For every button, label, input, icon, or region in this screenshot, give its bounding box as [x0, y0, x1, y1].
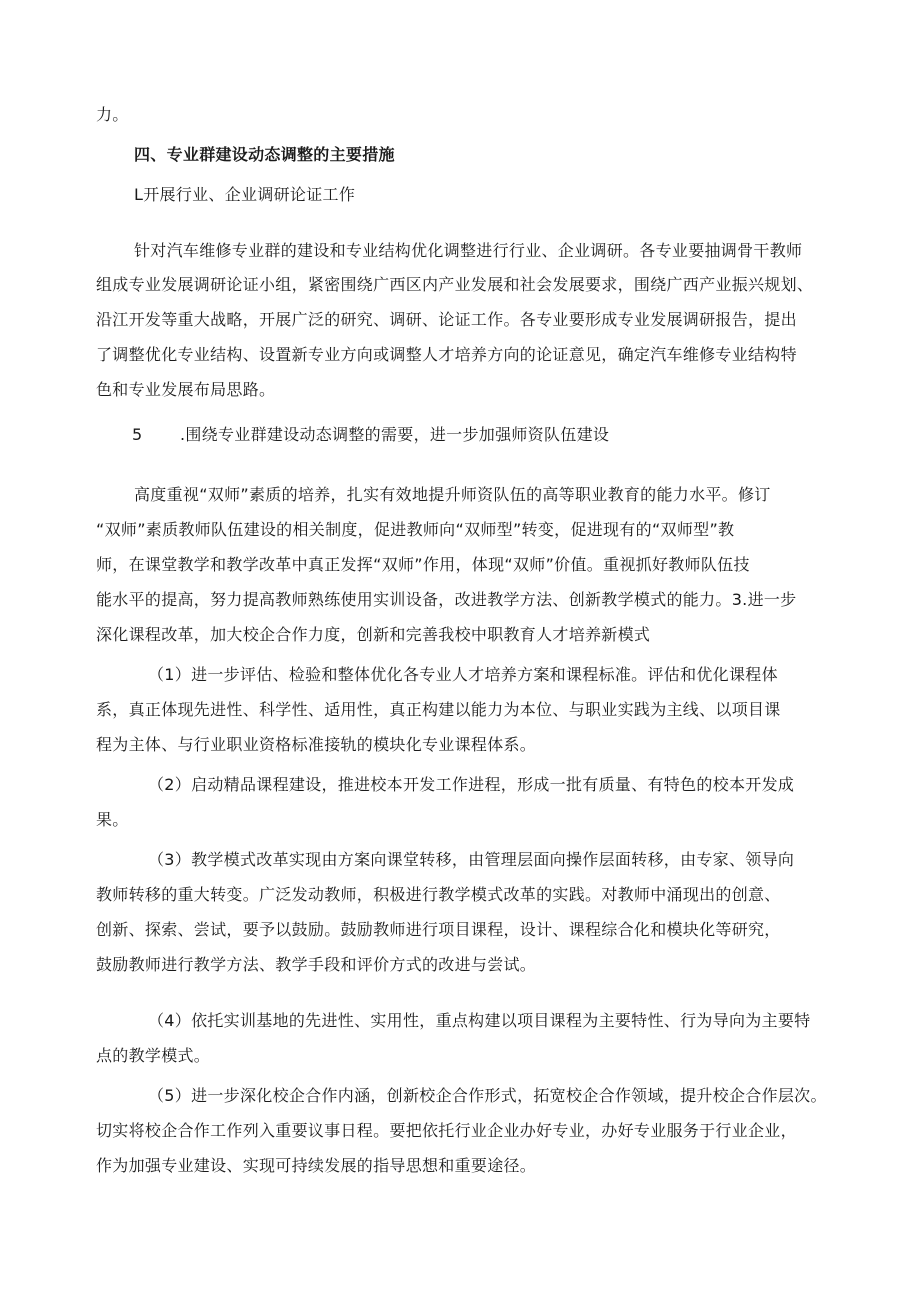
paragraph-line: 沿江开发等重大战略，开展广泛的研究、调研、论证工作。各专业要形成专业发展调研报告，提出: [96, 310, 797, 329]
paragraph-line: 深化课程改革，加大校企合作力度，创新和完善我校中职教育人才培养新模式: [96, 625, 651, 644]
list-item-line: （3）教学模式改革实现由方案向课堂转移，由管理层面向操作层面转移，由专家、领导向: [148, 850, 795, 869]
list-item-line: 鼓励教师进行教学方法、教学手段和评价方式的改进与尝试。: [96, 955, 537, 974]
paragraph-line: 师，在课堂教学和教学改革中真正发挥“双师”作用，体现“双师”价值。重视抓好教师队伍技: [96, 555, 750, 574]
list-item-line: 点的教学模式。: [96, 1046, 211, 1065]
list-item-line: 切实将校企合作工作列入重要议事日程。要把依托行业企业办好专业，办好专业服务于行业企业，: [96, 1121, 797, 1140]
list-item-line: 程为主体、与行业职业资格标准接轨的模块化专业课程体系。: [96, 735, 537, 754]
list-item-line: （5）进一步深化校企合作内涵，创新校企合作形式，拓宽校企合作领域，提升校企合作层次。: [148, 1086, 827, 1105]
paragraph-line: 针对汽车维修专业群的建设和专业结构优化调整进行行业、企业调研。各专业要抽调骨干教师: [134, 241, 803, 260]
list-item-line: 创新、探索、尝试，要予以鼓励。鼓励教师进行项目课程，设计、课程综合化和模块化等研究，: [96, 920, 781, 939]
list-item-line: （1）进一步评估、检验和整体优化各专业人才培养方案和课程标准。评估和优化课程体: [148, 665, 778, 684]
section-heading: 四、专业群建设动态调整的主要措施: [134, 145, 395, 164]
list-item-line: 教师转移的重大转变。广泛发动教师，积极进行教学模式改革的实践。对教师中涌现出的创意、: [96, 885, 781, 904]
list-item-line: （4）依托实训基地的先进性、实用性，重点构建以项目课程为主要特性、行为导向为主要特: [148, 1011, 811, 1030]
subsection-heading: .围绕专业群建设动态调整的需要，进一步加强师资队伍建设: [180, 425, 610, 444]
list-item-line: 果。: [96, 810, 129, 829]
subsection-number: 5: [132, 425, 143, 444]
paragraph-line: 能水平的提高，努力提高教师熟练使用实训设备，改进教学方法、创新教学模式的能力。3.进一步: [96, 590, 797, 609]
subsection-heading: L开展行业、企业调研论证工作: [134, 185, 356, 204]
text-line: 力。: [96, 105, 129, 124]
list-item-line: 作为加强专业建设、实现可持续发展的指导思想和重要途径。: [96, 1156, 537, 1175]
list-item-line: 系，真正体现先进性、科学性、适用性，真正构建以能力为本位、与职业实践为主线、以项目课: [96, 700, 781, 719]
list-item-line: （2）启动精品课程建设，推进校本开发工作进程，形成一批有质量、有特色的校本开发成: [148, 775, 795, 794]
paragraph-line: 色和专业发展布局思路。: [96, 380, 276, 399]
paragraph-line: 组成专业发展调研论证小组，紧密围绕广西区内产业发展和社会发展要求，围绕广西产业振兴规划、: [96, 275, 814, 294]
paragraph-line: 了调整优化专业结构、设置新专业方向或调整人才培养方向的论证意见，确定汽车维修专业结构特: [96, 345, 797, 364]
paragraph-line: “双师”素质教师队伍建设的相关制度，促进教师向“双师型”转变，促进现有的“双师型”教: [96, 520, 735, 539]
paragraph-line: 高度重视“双师”素质的培养，扎实有效地提升师资队伍的高等职业教育的能力水平。修订: [134, 485, 771, 504]
